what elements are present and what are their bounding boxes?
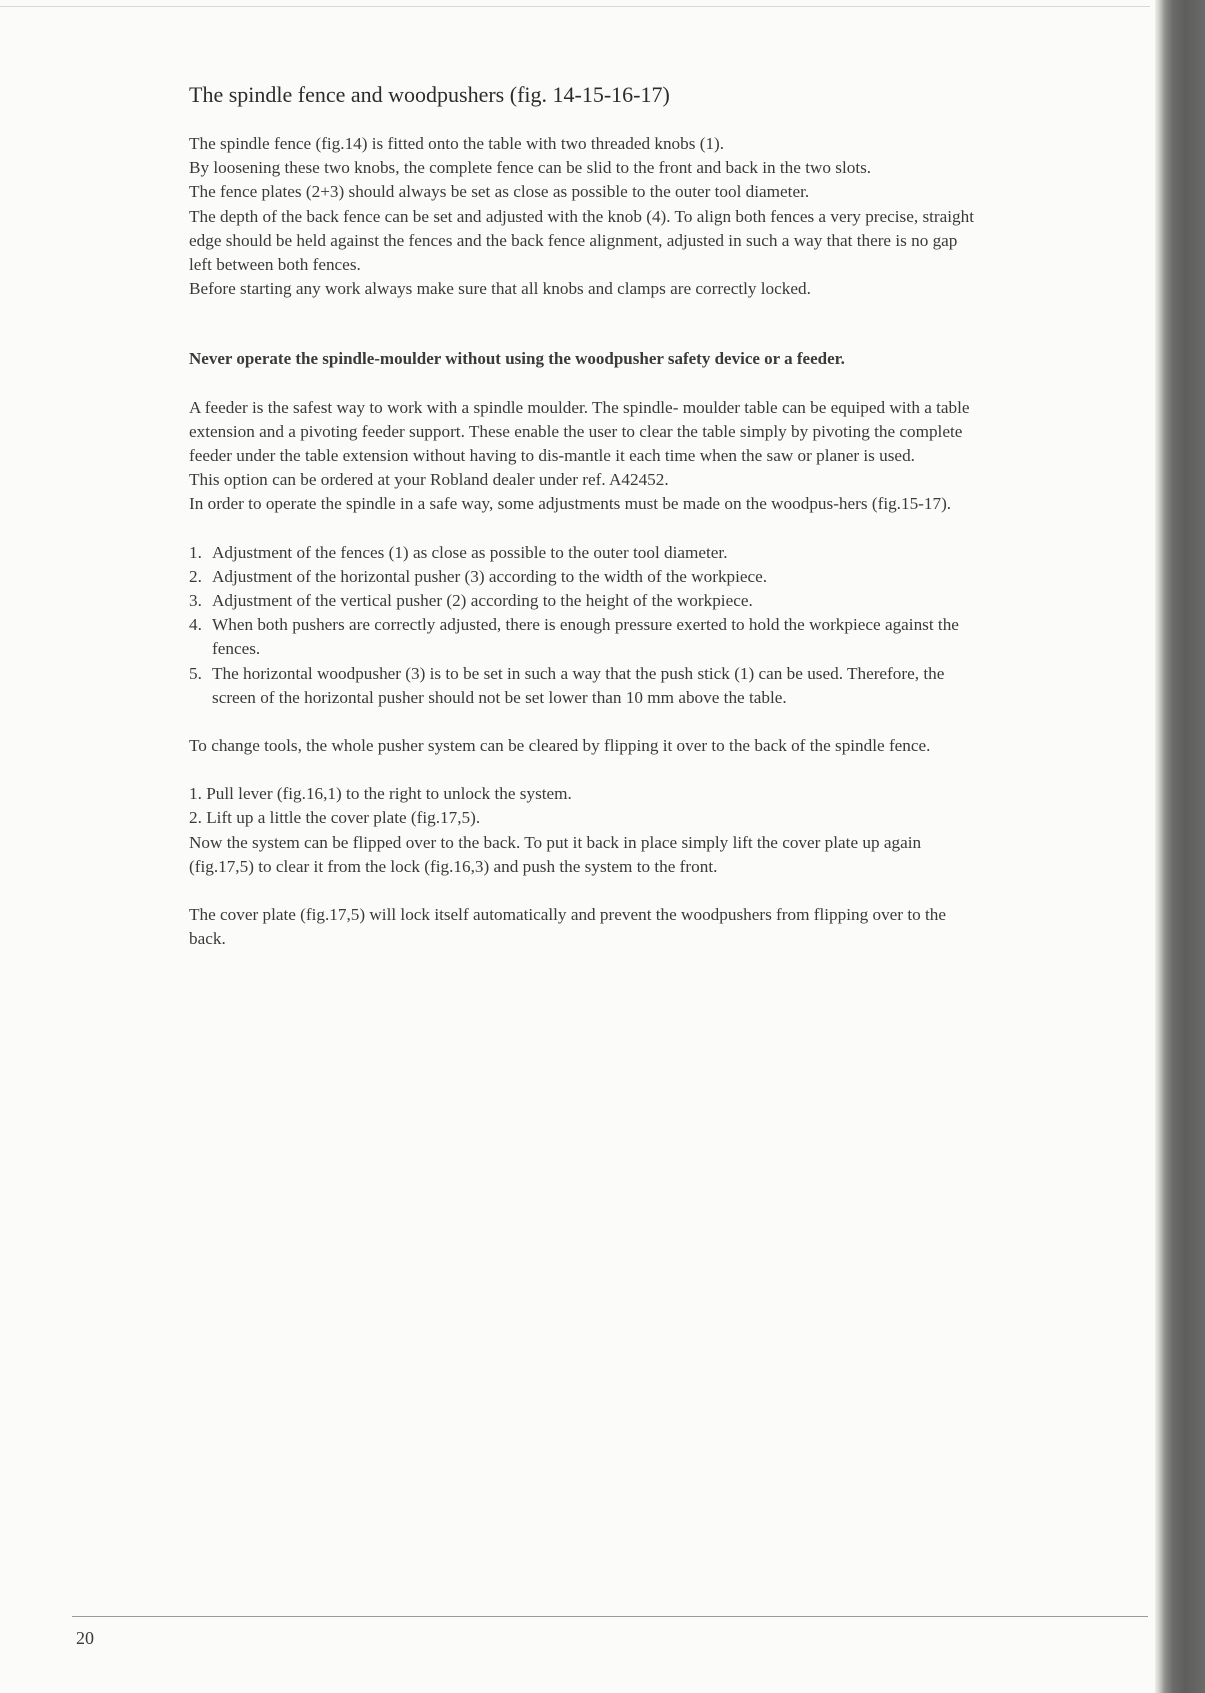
intro-paragraph <box>189 132 979 301</box>
list-item-number: 3. <box>189 591 202 611</box>
safety-warning: Never operate the spindle-moulder without using the woodpusher safety device or a feeder. <box>189 349 845 369</box>
intro-line: By loosening these two knobs, the complete fence can be slid to the front and back in the two slots. <box>189 158 872 178</box>
step-line: 2. Lift up a little the cover plate (fig.17,5). <box>189 808 481 828</box>
binding-shadow <box>1155 0 1205 1693</box>
intro-line: The depth of the back fence can be set and adjusted with the knob (4). To align both fences a very precise, straight edge should be held against the fences and the back fence alignment, adjusted in such a way that there is no gap left between both fences. <box>189 206 975 275</box>
list-item-number: 1. <box>189 542 202 562</box>
adjustment-list <box>189 541 979 710</box>
feeder-paragraph <box>189 396 979 517</box>
list-item-text: Adjustment of the horizontal pusher (3) according to the width of the workpiece. <box>212 566 768 586</box>
list-item-text: When both pushers are correctly adjusted, there is enough pressure exerted to hold the workpiece against the fences. <box>212 615 959 659</box>
list-item <box>189 589 979 613</box>
feeder-line: A feeder is the safest way to work with a spindle moulder. The spindle- moulder table can be equiped with a table extension and a pivoting feeder support. These enable the user to clear the table simply by pivoting the complete feeder under the table extension without having to dis-mantle it each time when the saw or planer is used. <box>189 397 970 466</box>
list-item <box>189 541 979 565</box>
step-line: Now the system can be flipped over to the back. To put it back in place simply lift the cover plate up again (fig.17,5) to clear it from the lock (fig.16,3) and push the system to the front. <box>189 832 922 876</box>
list-item <box>189 565 979 589</box>
intro-line: The spindle fence (fig.14) is fitted onto the table with two threaded knobs (1). <box>189 134 725 153</box>
feeder-line: In order to operate the spindle in a safe way, some adjustments must be made on the woodpus-hers (fig.15-17). <box>189 494 952 514</box>
list-item <box>189 613 979 661</box>
list-item-number: 4. <box>189 615 202 635</box>
list-item-text: Adjustment of the vertical pusher (2) according to the height of the workpiece. <box>212 591 753 611</box>
intro-line: Before starting any work always make sure that all knobs and clamps are correctly locked. <box>189 279 811 299</box>
manual-section <box>189 80 979 951</box>
step-line: 1. Pull lever (fig.16,1) to the right to unlock the system. <box>189 784 572 804</box>
closing-paragraph: The cover plate (fig.17,5) will lock itself automatically and prevent the woodpushers from flipping over to the back. <box>189 905 946 949</box>
section-title: The spindle fence and woodpushers (fig. 14-15-16-17) <box>189 82 670 107</box>
feeder-line: This option can be ordered at your Robland dealer under ref. A42452. <box>189 470 669 490</box>
footer-rule <box>72 1616 1148 1617</box>
list-item-text: The horizontal woodpusher (3) is to be set in such a way that the push stick (1) can be used. Therefore, the screen of the horizontal pusher should not be set lower than 10 mm above the table. <box>212 663 945 707</box>
change-tools-paragraph: To change tools, the whole pusher system can be cleared by flipping it over to the back of the spindle fence. <box>189 736 931 756</box>
page-number: 20 <box>76 1628 94 1648</box>
top-page-rule <box>0 6 1150 7</box>
steps-paragraph <box>189 782 979 879</box>
list-item-number: 5. <box>189 663 202 683</box>
list-item-text: Adjustment of the fences (1) as close as possible to the outer tool diameter. <box>212 542 728 562</box>
list-item <box>189 662 979 710</box>
list-item-number: 2. <box>189 566 202 586</box>
intro-line: The fence plates (2+3) should always be set as close as possible to the outer tool diameter. <box>189 182 810 202</box>
